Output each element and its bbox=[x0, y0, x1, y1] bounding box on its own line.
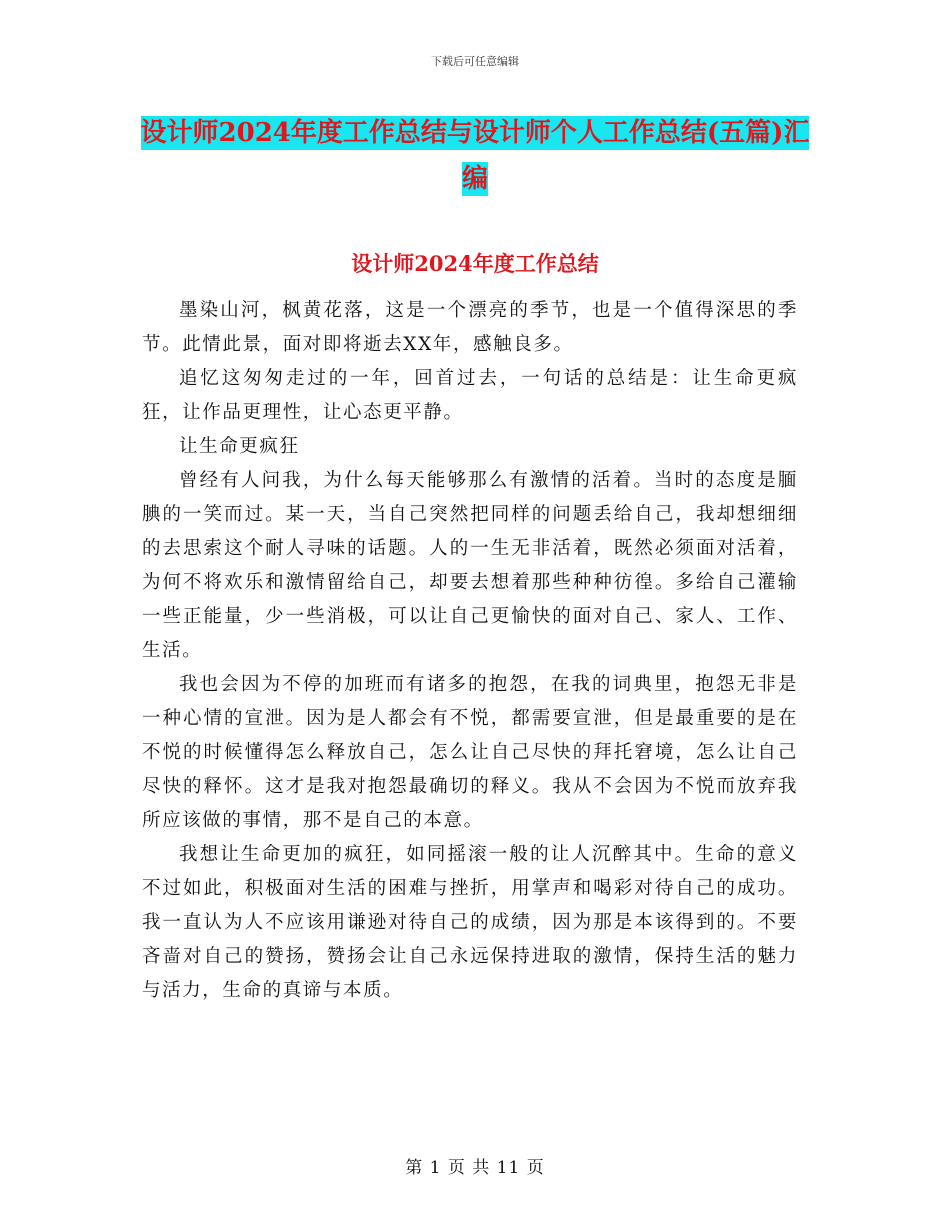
document-body bbox=[142, 294, 798, 1008]
section-title: 设计师2024年度工作总结 bbox=[351, 251, 599, 276]
subheading: 让生命更疯狂 bbox=[179, 436, 300, 457]
document-title bbox=[140, 110, 810, 202]
document-title-text: 设计师2024年度工作总结与设计师个人工作总结(五篇)汇编 bbox=[140, 118, 810, 194]
paragraph: 追忆这匆匆走过的一年，回首过去，一句话的总结是：让生命更疯狂，让作品更理性，让心态更平静。 bbox=[142, 368, 798, 423]
paragraph: 曾经有人问我，为什么每天能够那么有激情的活着。当时的态度是腼腆的一笑而过。某一天，当自己突然把同样的问题丢给自己，我却想细细的去思索这个耐人寻味的话题。人的一生无非活着，既然必须面对活着，为何不将欢乐和激情留给自己，却要去想着那些种种彷徨。多给自己灌输一些正能量，少一些消极，可以让自己更愉快的面对自己、家人、工作、生活。 bbox=[142, 470, 798, 661]
page-header-note: 下载后可任意编辑 bbox=[431, 55, 519, 68]
paragraph: 我也会因为不停的加班而有诸多的抱怨，在我的词典里，抱怨无非是一种心情的宣泄。因为是人都会有不悦，都需要宣泄，但是最重要的是在不悦的时候懂得怎么释放自己，怎么让自己尽快的拜托窘境，怎么让自己尽快的释怀。这才是我对抱怨最确切的释义。我从不会因为不悦而放弃我所应该做的事情，那不是自己的本意。 bbox=[142, 674, 798, 831]
paragraph: 我想让生命更加的疯狂，如同摇滚一般的让人沉醉其中。生命的意义不过如此，积极面对生活的困难与挫折，用掌声和喝彩对待自己的成功。我一直认为人不应该用谦逊对待自己的成绩，因为那是本该得到的。不要吝啬对自己的赞扬，赞扬会让自己永远保持进取的激情，保持生活的魅力与活力，生命的真谛与本质。 bbox=[142, 844, 798, 1001]
page-number: 第 1 页 共 11 页 bbox=[405, 1158, 545, 1178]
paragraph: 墨染山河，枫黄花落，这是一个漂亮的季节，也是一个值得深思的季节。此情此景，面对即将逝去XX年，感触良多。 bbox=[142, 300, 798, 355]
